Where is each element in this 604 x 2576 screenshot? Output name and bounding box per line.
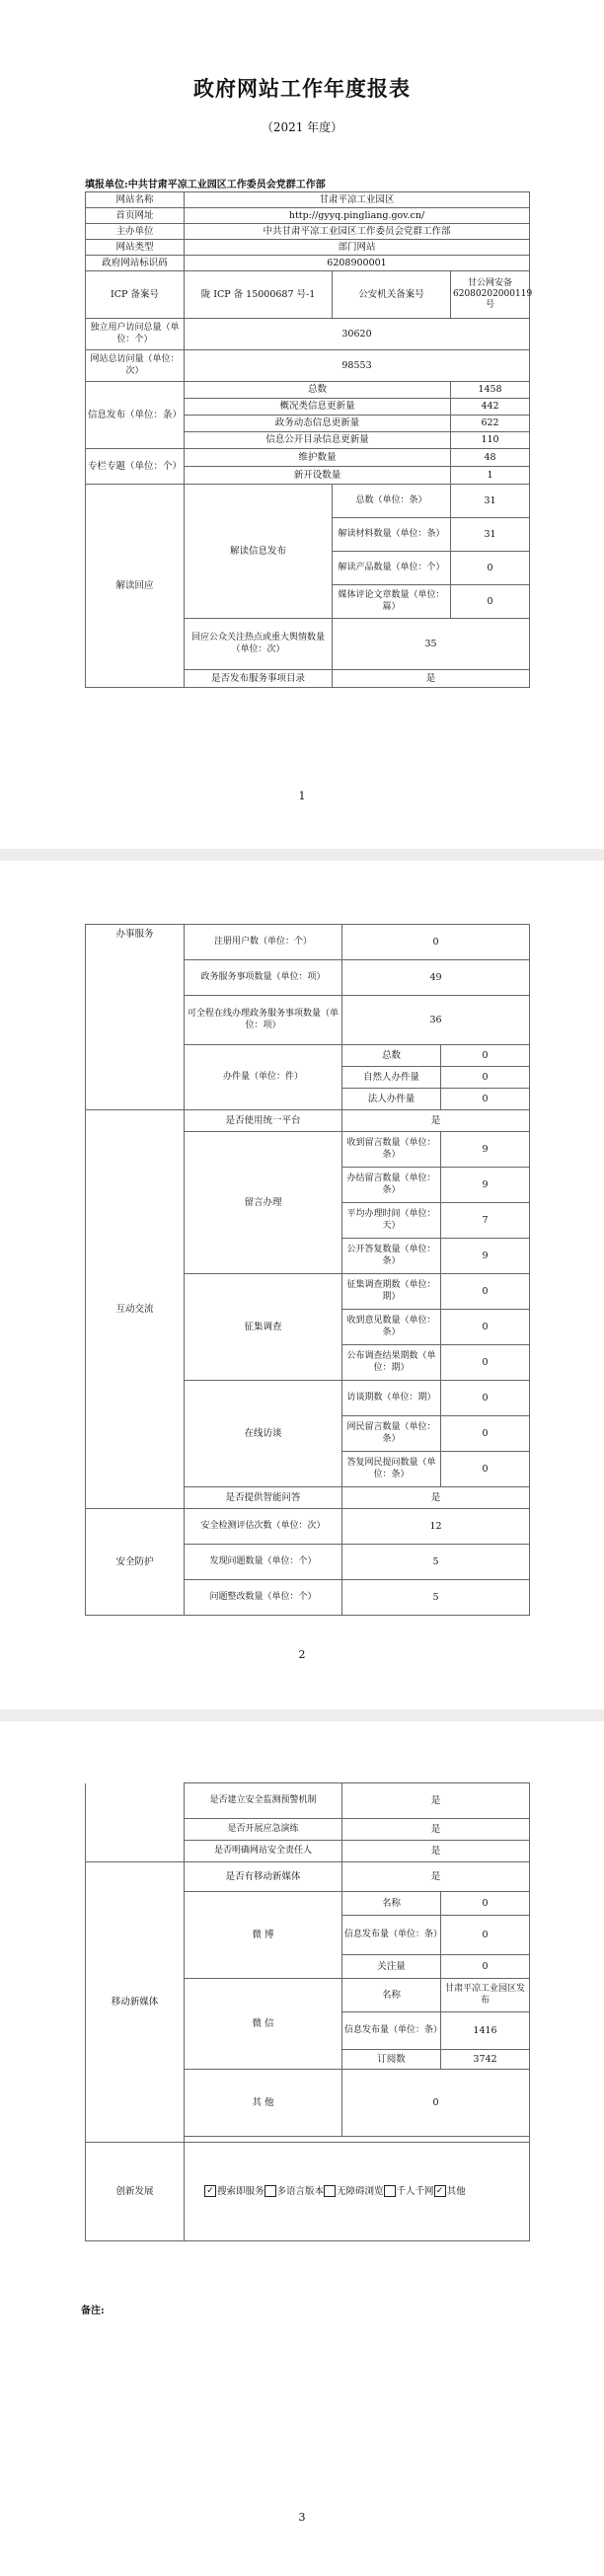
interpret-row-value: 31 xyxy=(451,518,530,552)
wechat-row-value: 甘肃平凉工业园区发布 xyxy=(441,1979,530,2012)
host-unit-label: 主办单位 xyxy=(86,224,185,240)
interpret-row-label: 解读材料数量（单位：条） xyxy=(333,518,451,552)
handle-label: 办件量（单位：件） xyxy=(185,1045,342,1110)
wechat-row-value: 1416 xyxy=(441,2012,530,2050)
handle-row-label: 总数 xyxy=(342,1045,441,1067)
checkbox-icon[interactable] xyxy=(324,2185,336,2197)
innovation-option[interactable]: 千人千网 xyxy=(384,2186,434,2197)
service-label: 办事服务 xyxy=(86,925,185,1110)
page-number: 1 xyxy=(298,790,306,802)
pv-value: 98553 xyxy=(185,350,530,382)
report-page-1 xyxy=(0,0,604,849)
weibo-row-label: 名称 xyxy=(342,1892,441,1916)
innovation-options xyxy=(185,2143,530,2241)
publish-label: 信息发布（单位：条） xyxy=(86,382,185,449)
publish-row-label: 总数 xyxy=(185,382,451,399)
wechat-row-label: 信息发布量（单位：条） xyxy=(342,2012,441,2050)
handle-row-value: 0 xyxy=(441,1089,530,1110)
security-row-label: 发现问题数量（单位：个） xyxy=(185,1545,342,1580)
service-row-label: 可全程在线办理政务服务事项数量（单位：项） xyxy=(185,996,342,1045)
uv-label: 独立用户访问总量（单位：个） xyxy=(86,319,185,350)
weibo-row-value: 0 xyxy=(441,1955,530,1979)
interpret-row-value: 0 xyxy=(451,585,530,619)
site-id-label: 政府网站标识码 xyxy=(86,256,185,271)
handle-row-value: 0 xyxy=(441,1045,530,1067)
columns-row-label: 新开设数量 xyxy=(185,467,451,485)
message-row-value: 7 xyxy=(441,1203,530,1239)
survey-row-value: 0 xyxy=(441,1345,530,1381)
online-row-label: 访谈期数（单位：期） xyxy=(342,1381,441,1416)
security-row-value: 12 xyxy=(342,1509,530,1545)
survey-row-value: 0 xyxy=(441,1310,530,1345)
weibo-row-value: 0 xyxy=(441,1892,530,1916)
report-page-2 xyxy=(0,861,604,1709)
columns-row-label: 维护数量 xyxy=(185,449,451,467)
message-row-label: 办结留言数量（单位：条） xyxy=(342,1168,441,1203)
message-row-value: 9 xyxy=(441,1168,530,1203)
handle-row-label: 自然人办件量 xyxy=(342,1067,441,1089)
online-row-label: 答复网民提问数量（单位：条） xyxy=(342,1452,441,1487)
publish-row-value: 442 xyxy=(451,399,530,416)
home-url-value: http://gyyq.pingliang.gov.cn/ xyxy=(185,208,530,224)
platform-label: 是否使用统一平台 xyxy=(185,1110,342,1132)
security-continued-cell xyxy=(86,1783,185,1862)
publish-row-label: 概况类信息更新量 xyxy=(185,399,451,416)
service-row-label: 政务服务事项数量（单位：项） xyxy=(185,960,342,996)
survey-row-value: 0 xyxy=(441,1274,530,1310)
hot-response-value: 35 xyxy=(333,619,530,670)
message-row-label: 收到留言数量（单位：条） xyxy=(342,1132,441,1168)
publish-row-label: 政务动态信息更新量 xyxy=(185,416,451,432)
publish-row-label: 信息公开目录信息更新量 xyxy=(185,432,451,449)
service-row-value: 36 xyxy=(342,996,530,1045)
innovation-option[interactable]: 无障碍浏览 xyxy=(324,2186,384,2197)
weibo-label: 微 博 xyxy=(185,1892,342,1979)
host-unit-value: 中共甘肃平凉工业园区工作委员会党群工作部 xyxy=(185,224,530,240)
weibo-row-value: 0 xyxy=(441,1916,530,1955)
psb-label: 公安机关备案号 xyxy=(333,271,451,319)
interpret-row-label: 总数（单位：条） xyxy=(333,485,451,518)
site-id-value: 6208900001 xyxy=(185,256,530,271)
columns-row-value: 48 xyxy=(451,449,530,467)
service-row-value: 49 xyxy=(342,960,530,996)
checkbox-checked-icon[interactable]: ✓ xyxy=(434,2185,446,2197)
icp-value: 陇 ICP 备 15000687 号-1 xyxy=(185,271,333,319)
message-row-value: 9 xyxy=(441,1132,530,1168)
report-title: 政府网站工作年度报表 xyxy=(193,76,411,101)
report-table-page-1 xyxy=(85,191,533,688)
checkbox-icon[interactable] xyxy=(384,2185,396,2197)
smart-qa-value: 是 xyxy=(342,1487,530,1509)
survey-row-label: 收到意见数量（单位：条） xyxy=(342,1310,441,1345)
interpret-sub-label: 解读信息发布 xyxy=(185,485,333,619)
security-extra-value: 是 xyxy=(342,1819,530,1841)
site-type-value: 部门网站 xyxy=(185,240,530,256)
wechat-label: 微 信 xyxy=(185,1979,342,2070)
security-row-label: 安全检测评估次数（单位：次） xyxy=(185,1509,342,1545)
catalog-value: 是 xyxy=(333,670,530,688)
security-extra-value: 是 xyxy=(342,1841,530,1862)
checkbox-icon[interactable] xyxy=(264,2185,276,2197)
mobile-has-value: 是 xyxy=(342,1862,530,1892)
message-row-value: 9 xyxy=(441,1239,530,1274)
interpret-label: 解读回应 xyxy=(86,485,185,688)
interpret-row-value: 31 xyxy=(451,485,530,518)
online-row-value: 0 xyxy=(441,1416,530,1452)
weibo-row-label: 关注量 xyxy=(342,1955,441,1979)
security-extra-label: 是否建立安全监测预警机制 xyxy=(185,1783,342,1819)
publish-row-value: 110 xyxy=(451,432,530,449)
online-row-value: 0 xyxy=(441,1381,530,1416)
innovation-option[interactable]: ✓ 其他 xyxy=(434,2186,466,2197)
site-name-value: 甘肃平凉工业园区 xyxy=(185,192,530,208)
message-label: 留言办理 xyxy=(185,1132,342,1274)
security-extra-value: 是 xyxy=(342,1783,530,1819)
interact-label: 互动交流 xyxy=(86,1110,185,1509)
mobile-has-label: 是否有移动新媒体 xyxy=(185,1862,342,1892)
report-page-3 xyxy=(0,1721,604,2576)
survey-row-label: 公布调查结果期数（单位：期） xyxy=(342,1345,441,1381)
interpret-row-label: 媒体评论文章数量（单位：篇） xyxy=(333,585,451,619)
security-row-label: 问题整改数量（单位：个） xyxy=(185,1580,342,1616)
message-row-label: 公开答复数量（单位：条） xyxy=(342,1239,441,1274)
handle-row-value: 0 xyxy=(441,1067,530,1089)
other-media-value: 0 xyxy=(342,2070,530,2137)
pv-label: 网站总访问量（单位：次） xyxy=(86,350,185,382)
hot-response-label: 回应公众关注热点或重大舆情数量（单位：次） xyxy=(185,619,333,670)
columns-row-value: 1 xyxy=(451,467,530,485)
security-label: 安全防护 xyxy=(86,1509,185,1616)
icp-label: ICP 备案号 xyxy=(86,271,185,319)
security-row-value: 5 xyxy=(342,1580,530,1616)
survey-label: 征集调查 xyxy=(185,1274,342,1381)
psb-value: 甘公网安备 62080202000119 号 xyxy=(451,271,530,319)
innovation-option[interactable]: 多语言版本 xyxy=(264,2186,325,2197)
message-row-label: 平均办理时间（单位：天） xyxy=(342,1203,441,1239)
wechat-row-label: 名称 xyxy=(342,1979,441,2012)
uv-value: 30620 xyxy=(185,319,530,350)
other-media-label: 其 他 xyxy=(185,2070,342,2137)
online-label: 在线访谈 xyxy=(185,1381,342,1487)
mobile-label: 移动新媒体 xyxy=(86,1862,185,2143)
innovation-label: 创新发展 xyxy=(86,2143,185,2241)
report-year: （2021 年度） xyxy=(261,120,343,134)
page-number: 3 xyxy=(298,2511,306,2524)
interpret-row-label: 解读产品数量（单位：个） xyxy=(333,552,451,585)
online-row-label: 网民留言数量（单位：条） xyxy=(342,1416,441,1452)
page-number: 2 xyxy=(298,1648,306,1661)
home-url-label: 首页网址 xyxy=(86,208,185,224)
interpret-row-value: 0 xyxy=(451,552,530,585)
survey-row-label: 征集调查期数（单位：期） xyxy=(342,1274,441,1310)
platform-value: 是 xyxy=(342,1110,530,1132)
wechat-row-label: 订阅数 xyxy=(342,2050,441,2070)
filing-unit: 填报单位:中共甘肃平凉工业园区工作委员会党群工作部 xyxy=(85,180,326,190)
report-table-page-2 xyxy=(85,924,530,1616)
innovation-option[interactable]: ✓ 搜索即服务 xyxy=(204,2186,264,2197)
security-extra-label: 是否明确网站安全责任人 xyxy=(185,1841,342,1862)
service-row-value: 0 xyxy=(342,925,530,960)
publish-row-value: 622 xyxy=(451,416,530,432)
wechat-row-value: 3742 xyxy=(441,2050,530,2070)
catalog-label: 是否发布服务事项目录 xyxy=(185,670,333,688)
weibo-row-label: 信息发布量（单位：条） xyxy=(342,1916,441,1955)
smart-qa-label: 是否提供智能问答 xyxy=(185,1487,342,1509)
security-row-value: 5 xyxy=(342,1545,530,1580)
site-name-label: 网站名称 xyxy=(86,192,185,208)
security-extra-label: 是否开展应急演练 xyxy=(185,1819,342,1841)
online-row-value: 0 xyxy=(441,1452,530,1487)
site-type-label: 网站类型 xyxy=(86,240,185,256)
report-table-page-3 xyxy=(85,1782,530,2241)
handle-row-label: 法人办件量 xyxy=(342,1089,441,1110)
publish-row-value: 1458 xyxy=(451,382,530,399)
checkbox-checked-icon[interactable]: ✓ xyxy=(204,2185,216,2197)
columns-label: 专栏专题（单位：个） xyxy=(86,449,185,485)
remark-label: 备注: xyxy=(81,2306,105,2316)
service-row-label: 注册用户数（单位：个） xyxy=(185,925,342,960)
